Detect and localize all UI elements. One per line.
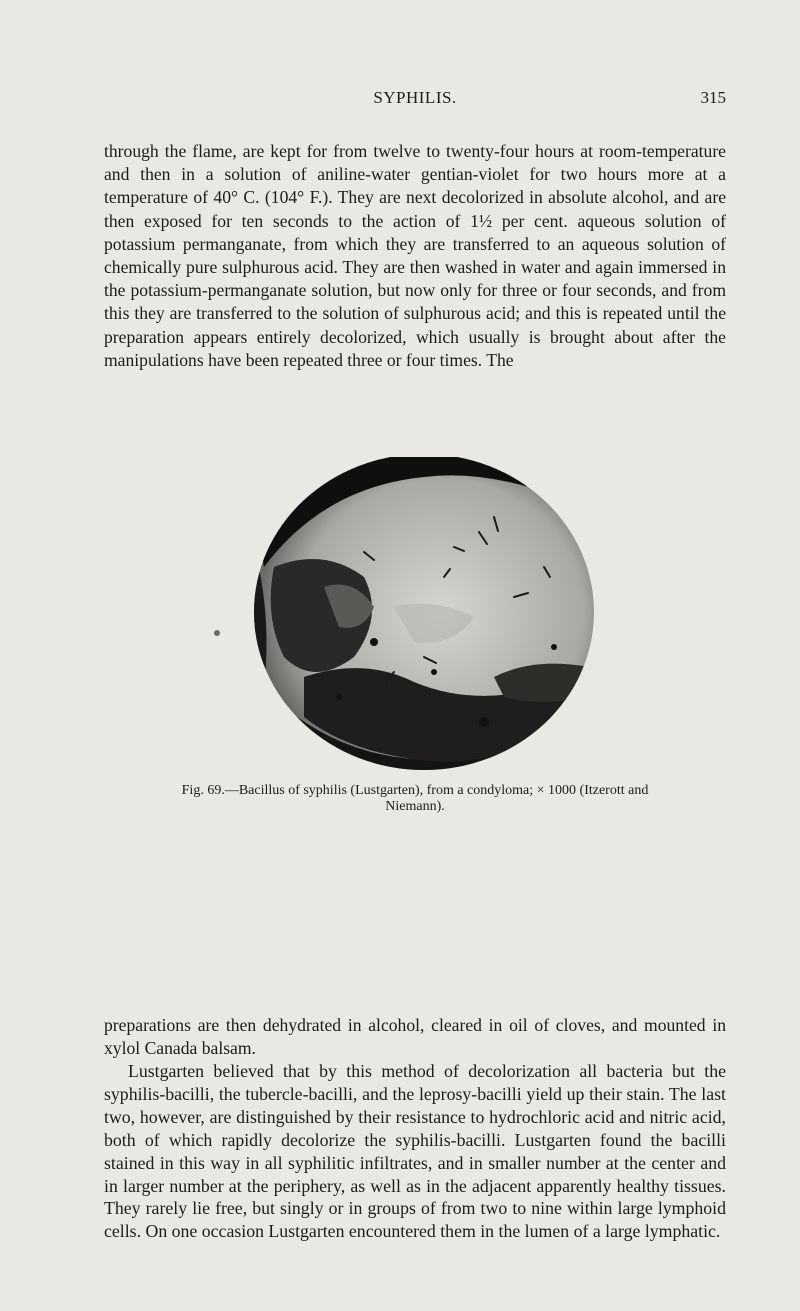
micrograph-image	[244, 457, 604, 772]
figure-caption-line-2: Niemann).	[385, 799, 445, 814]
stray-ink-dot	[214, 630, 220, 636]
figure-caption	[104, 783, 726, 815]
page-number: 315	[700, 88, 726, 107]
body-paragraph-3: Lustgarten believed that by this method of decolorization all bacteria but the syphilis-bacilli, the tubercle-bacilli, and the leprosy-bacilli yield up their stain. The last two, however, are distinguished by their resistance to hydrochloric acid and nitric acid, both of which rapidly decolorize the syphilis-bacilli. Lustgarten found the bacilli stained in this way in all syphilitic infiltrates, and in smaller number at the center and in larger number at the periphery, as well as in the adjacent apparently healthy tissues. They rarely lie free, but singly or in groups of from two to nine within large lymphoid cells. On one occasion Lustgarten encountered them in the lumen of a large lymphatic.	[104, 1061, 726, 1242]
running-head: SYPHILIS.	[373, 88, 457, 107]
page-header	[104, 88, 726, 114]
body-paragraph-1: through the flame, are kept for from twelve to twenty-four hours at room-temperature and then in a solution of aniline-water gentian-violet for two hours more at a temperature of 40° C. (104° F.). They are next decolorized in absolute alcohol, and are then exposed for ten seconds to the action of 1½ per cent. aqueous solution of potassium permanganate, from which they are transferred to an aqueous solution of chemically pure sulphurous acid. They are then washed in water and again immersed in the potassium-permanganate solution, but now only for three or four seconds, and from this they are transferred to the solution of sulphurous acid; and this is repeated until the preparation appears entirely decolorized, which usually is brought about after the manipulations have been repeated three or four times. The	[104, 141, 726, 370]
figure-caption-line-1: Fig. 69.—Bacillus of syphilis (Lustgarten), from a condyloma; × 1000 (Itzerott and	[181, 783, 649, 798]
micrograph-figure	[244, 457, 604, 772]
body-paragraph-2: preparations are then dehydrated in alcohol, cleared in oil of cloves, and mounted in xylol Canada balsam.	[104, 1015, 726, 1059]
